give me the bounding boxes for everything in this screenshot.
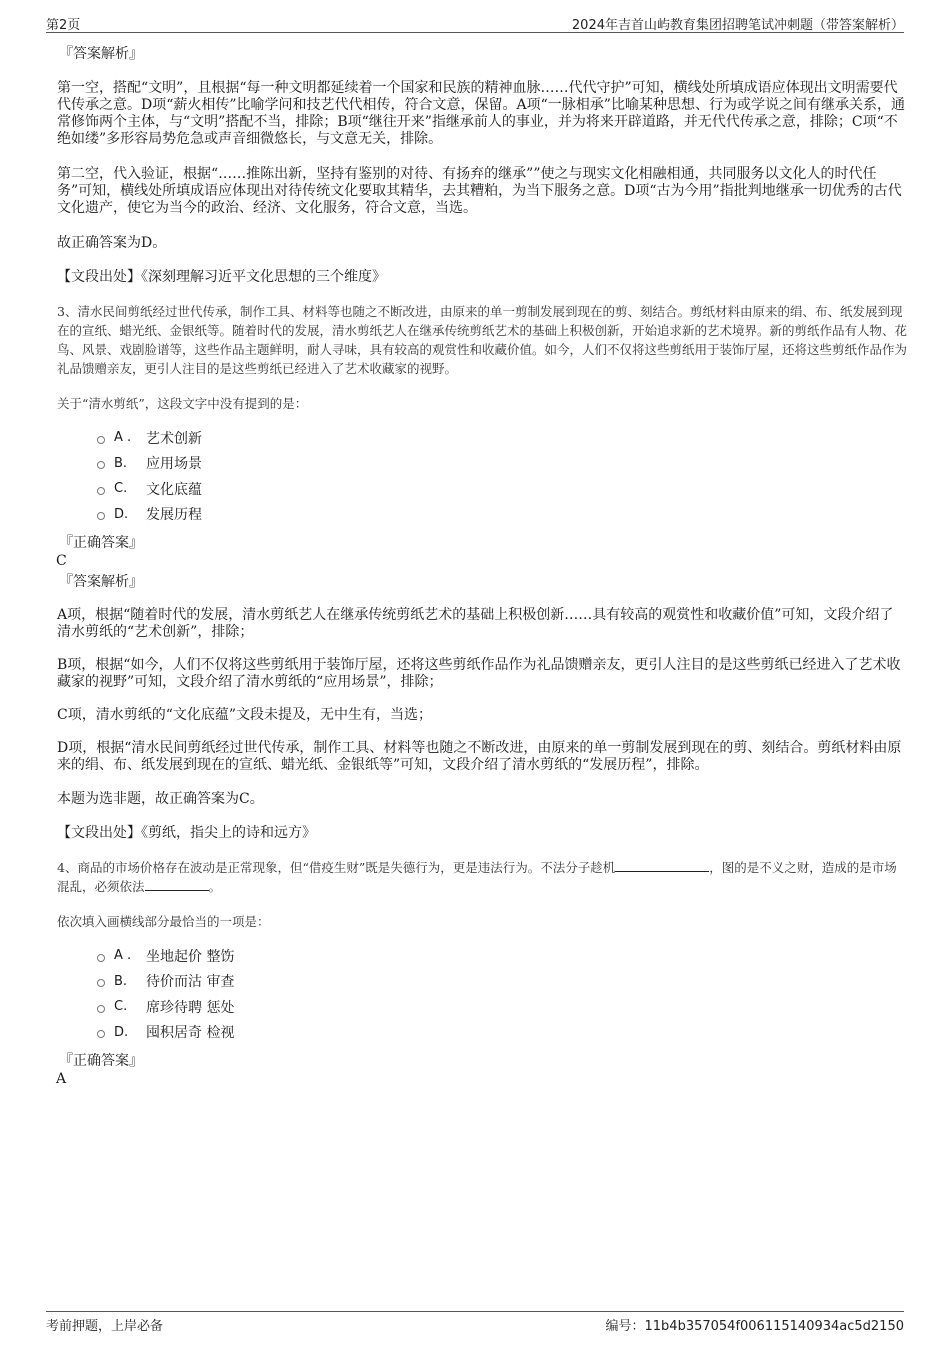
radio-icon[interactable] (97, 1030, 105, 1038)
radio-icon[interactable] (97, 461, 105, 469)
q3-question: 关于“清水剪纸”，这段文字中没有提到的是： (57, 396, 308, 411)
q4-option-c[interactable]: C. 席珍待聘 惩处 (57, 994, 907, 1020)
blank-line-1 (615, 858, 709, 872)
q4-answer-label: 『正确答案』 (59, 1053, 143, 1069)
page-header (46, 12, 904, 33)
q4-answer-value: A (56, 1071, 67, 1087)
q2-source: 【文段出处】《深刻理解习近平文化思想的三个维度》 (57, 269, 386, 285)
q4-option-a[interactable]: A . 坐地起价 整饬 (57, 943, 907, 969)
q3-analysis-paragraph: C项，清水剪纸的“文化底蕴”文段未提及，无中生有，当选； (57, 707, 433, 723)
q3-conclusion: 本题为选非题，故正确答案为C。 (57, 791, 264, 807)
q3-option-d[interactable]: D. 发展历程 (57, 502, 907, 528)
q3-passage: 3、清水民间剪纸经过世代传承，制作工具、材料等也随之不断改进，由原来的单一剪制发展到现在的剪、刻结合。剪纸材料由原来的绢、布、纸发展到现在的宣纸、蜡光纸、金银纸等。随着时代的发展，清水剪纸艺人在继承传统剪纸艺术的基础上积极创新，开始追求新的艺术境界。新的剪纸作品有人物、花鸟、风景、戏剧脸谱等，这些作品主题鲜明，耐人寻味，具有较高的观赏性和收藏价值。如今，人们不仅将这些剪纸用于装饰厅屋，还将这些剪纸作品作为礼品馈赠亲友，更引人注目的是这些剪纸已经进入了艺术收藏家的视野。 (57, 304, 908, 376)
radio-icon[interactable] (97, 487, 105, 495)
q4-passage: 4、商品的市场价格存在波动是正常现象，但“借疫生财”既是失德行为，更是违法行为。不法分子趁机 ，图的是不义之财，造成的是市场混乱，必须依法 。 (57, 860, 897, 894)
q3-option-a[interactable]: A . 艺术创新 (57, 425, 907, 451)
page-footer (46, 1311, 904, 1334)
page-number: 第2页 (46, 18, 81, 33)
q3-analysis-paragraph: B项，根据“如今，人们不仅将这些剪纸用于装饰厅屋，还将这些剪纸作品作为礼品馈赠亲友，更引人注目的是这些剪纸已经进入了艺术收藏家的视野”可知，文段介绍了清水剪纸的“应用场景”，排除； (57, 657, 901, 690)
q2-analysis-paragraph: 第一空，搭配“文明”，且根据“每一种文明都延续着一个国家和民族的精神血脉……代代守护”可知，横线处所填成语应体现出文明需要代代传承之意。D项“薪火相传”比喻学问和技艺代代相传，符合文意，保留。A项“一脉相承”比喻某种思想、行为或学说之间有继承关系，通常修饰两个主体，与“文明”搭配不当，排除；B项“继往开来”指继承前人的事业，并为将来开辟道路，并无代代传承之意，排除；C项“不绝如缕”多形容局势危急或声音细微悠长，与文意无关，排除。 (57, 80, 905, 147)
radio-icon[interactable] (97, 954, 105, 962)
q3-analysis-paragraph: D项，根据“清水民间剪纸经过世代传承，制作工具、材料等也随之不断改进，由原来的单一剪制发展到现在的剪、刻结合。剪纸材料由原来的绢、布、纸发展到现在的宣纸、蜡光纸、金银纸等”可知，文段介绍了清水剪纸的“发展历程”，排除。 (57, 740, 902, 773)
q3-option-b[interactable]: B. 应用场景 (57, 451, 907, 477)
q3-options (57, 425, 907, 527)
q4-options (57, 943, 907, 1045)
q2-conclusion: 故正确答案为D。 (57, 235, 167, 251)
radio-icon[interactable] (97, 1005, 105, 1013)
q2-analysis-label: 『答案解析』 (59, 46, 143, 62)
footer-slogan: 考前押题，上岸必备 (46, 1319, 164, 1334)
q3-answer-label: 『正确答案』 (59, 535, 143, 551)
blank-line-2 (145, 877, 209, 891)
radio-icon[interactable] (97, 436, 105, 444)
radio-icon[interactable] (97, 512, 105, 520)
q3-answer-value: C (56, 553, 67, 569)
radio-icon[interactable] (97, 979, 105, 987)
q4-option-d[interactable]: D. 囤积居奇 检视 (57, 1020, 907, 1046)
q4-option-b[interactable]: B. 待价而沽 审查 (57, 969, 907, 995)
q3-source: 【文段出处】《剪纸，指尖上的诗和远方》 (57, 825, 316, 841)
q4-question: 依次填入画横线部分最恰当的一项是： (57, 914, 270, 929)
document-title: 2024年吉首山屿教育集团招聘笔试冲刺题（带答案解析） (571, 18, 904, 33)
page-content (57, 44, 907, 1088)
q3-analysis-paragraph: A项，根据“随着时代的发展，清水剪纸艺人在继承传统剪纸艺术的基础上积极创新……具有较高的观赏性和收藏价值”可知，文段介绍了清水剪纸的“艺术创新”，排除； (57, 607, 894, 640)
q2-analysis-paragraph: 第二空，代入验证，根据“……推陈出新，坚持有鉴别的对待、有扬弃的继承””使之与现实文化相融相通，共同服务以文化人的时代任务”可知，横线处所填成语应体现出对待传统文化要取其精华，去其糟粕，为当下服务之意。D项“古为今用”指批判地继承一切优秀的古代文化遗产，使它为当今的政治、经济、文化服务，符合文意，当选。 (57, 166, 902, 216)
q3-option-c[interactable]: C. 文化底蕴 (57, 476, 907, 502)
q3-analysis-label: 『答案解析』 (59, 574, 143, 590)
document-id: 编号：11b4b357054f006115140934ac5d2150 (605, 1319, 904, 1334)
